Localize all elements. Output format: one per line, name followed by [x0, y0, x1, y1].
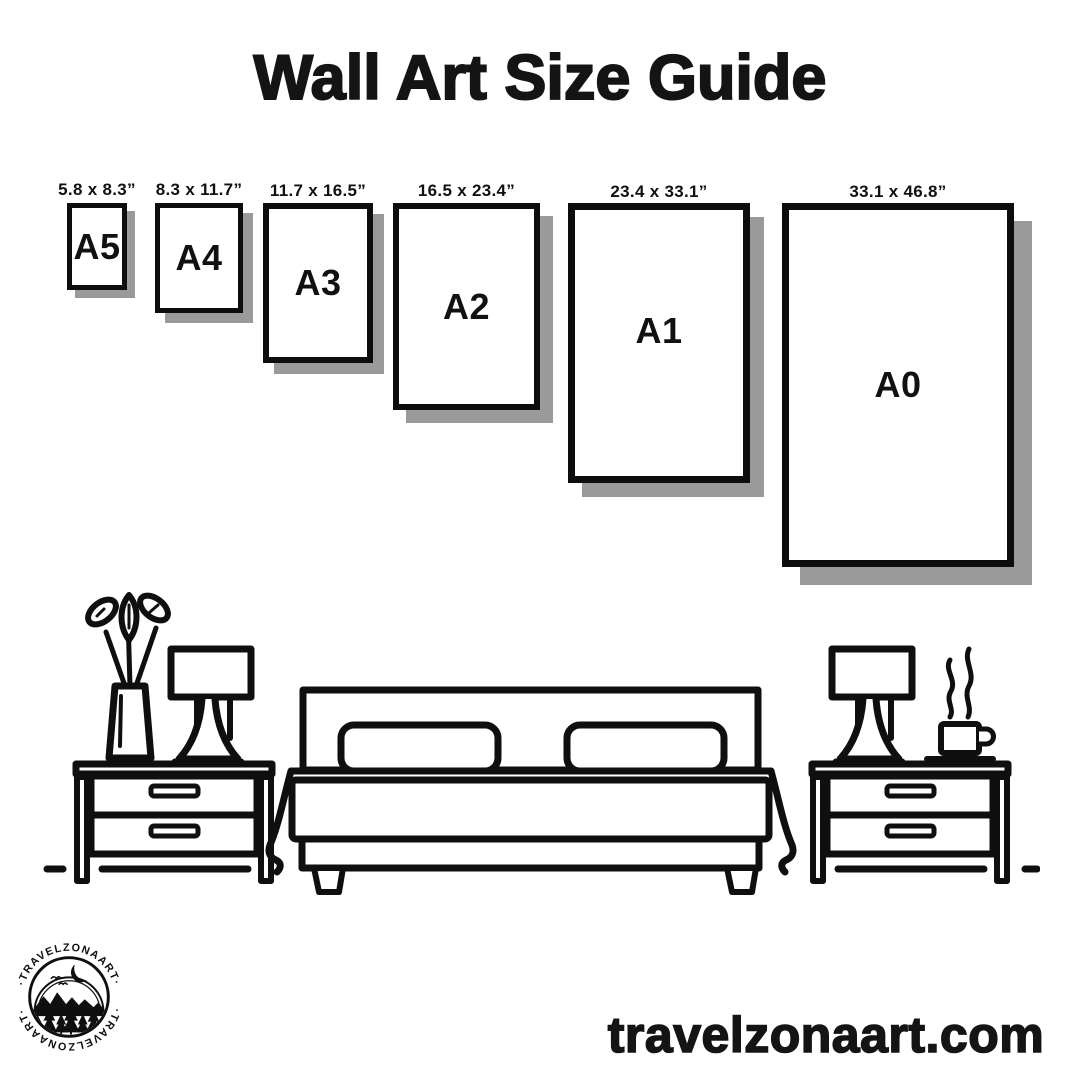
size-label-a2: A2 [442, 285, 491, 327]
size-frame-a0 [782, 182, 1014, 567]
moon-icon [71, 965, 87, 983]
size-dims-a2: 16.5 x 23.4” [417, 181, 516, 200]
size-dims-a3: 11.7 x 16.5” [269, 181, 367, 200]
logo-arc-text-bottom: ·TRAVELZONAART· [15, 1006, 123, 1053]
lamp-right-icon [832, 649, 912, 762]
size-frame-a1 [568, 182, 750, 483]
size-frame-a5 [58, 180, 136, 290]
coffee-cup-icon [927, 649, 994, 759]
size-label-a3: A3 [294, 262, 342, 303]
bedroom-illustration [40, 588, 1040, 900]
nightstand-left-icon [76, 764, 272, 881]
brand-logo [10, 938, 128, 1056]
size-frame-a4 [155, 180, 243, 313]
size-label-a4: A4 [175, 237, 223, 278]
logo-arc-text-top: ·TRAVELZONAART· [15, 941, 123, 988]
lamp-left-icon [171, 649, 251, 762]
size-label-a0: A0 [874, 364, 922, 405]
size-dims-a4: 8.3 x 11.7” [155, 180, 243, 199]
bed-icon [269, 690, 793, 892]
plant-icon [84, 591, 173, 758]
size-frame-a3 [263, 181, 373, 363]
size-dims-a0: 33.1 x 46.8” [849, 182, 947, 201]
size-label-a1: A1 [635, 310, 683, 351]
size-dims-a1: 23.4 x 33.1” [610, 182, 708, 201]
size-frame-a2 [393, 181, 540, 410]
size-label-a5: A5 [73, 225, 121, 267]
website-url: travelzonaart.com [607, 1007, 1045, 1063]
page-title: Wall Art Size Guide [253, 43, 827, 113]
nightstand-right-icon [812, 764, 1008, 881]
size-dims-a5: 5.8 x 8.3” [58, 180, 136, 199]
